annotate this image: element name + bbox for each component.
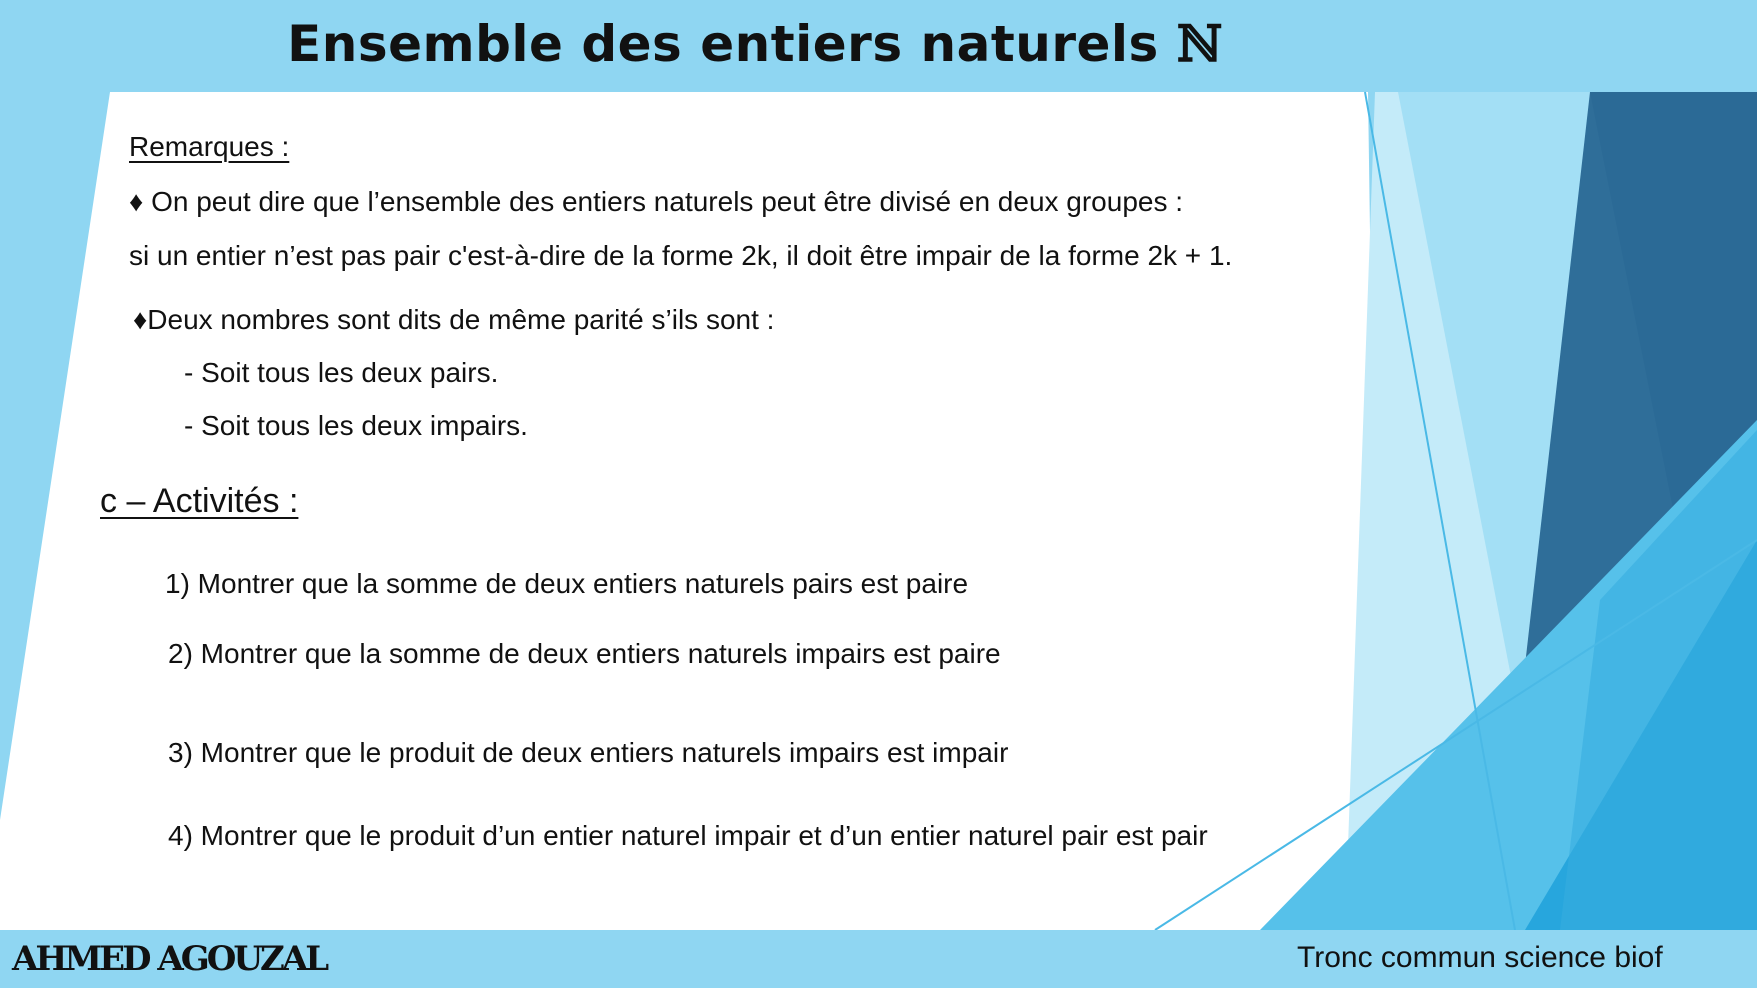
remarque-line-1: ♦ On peut dire que l’ensemble des entiers naturels peut être divisé en deux groupes : <box>129 186 1184 217</box>
list-item: - Soit tous les deux pairs. <box>184 357 499 388</box>
list-item: - Soit tous les deux impairs. <box>184 410 528 441</box>
course-name: Tronc commun science biof <box>1297 941 1663 974</box>
activity-item: 3) Montrer que le produit de deux entiers naturels impairs est impair <box>168 737 1009 768</box>
naturals-symbol: ℕ <box>1176 14 1223 73</box>
title-text: Ensemble des entiers naturels <box>287 15 1159 73</box>
remarque-line-3: ♦Deux nombres sont dits de même parité s’ils sont : <box>133 304 775 335</box>
page-title <box>0 14 1510 73</box>
activity-item: 2) Montrer que la somme de deux entiers naturels impairs est paire <box>168 638 1001 669</box>
activity-item: 4) Montrer que le produit d’un entier naturel impair et d’un entier naturel pair est pair <box>168 820 1208 851</box>
activites-heading: c – Activités : <box>100 482 299 520</box>
remarque-line-2: si un entier n’est pas pair c'est-à-dire de la forme 2k, il doit être impair de la forme 2k + 1. <box>129 240 1233 271</box>
author-name: AHMED AGOUZAL <box>12 939 327 979</box>
remarques-heading: Remarques : <box>129 131 290 162</box>
activity-item: 1) Montrer que la somme de deux entiers naturels pairs est paire <box>165 568 969 599</box>
